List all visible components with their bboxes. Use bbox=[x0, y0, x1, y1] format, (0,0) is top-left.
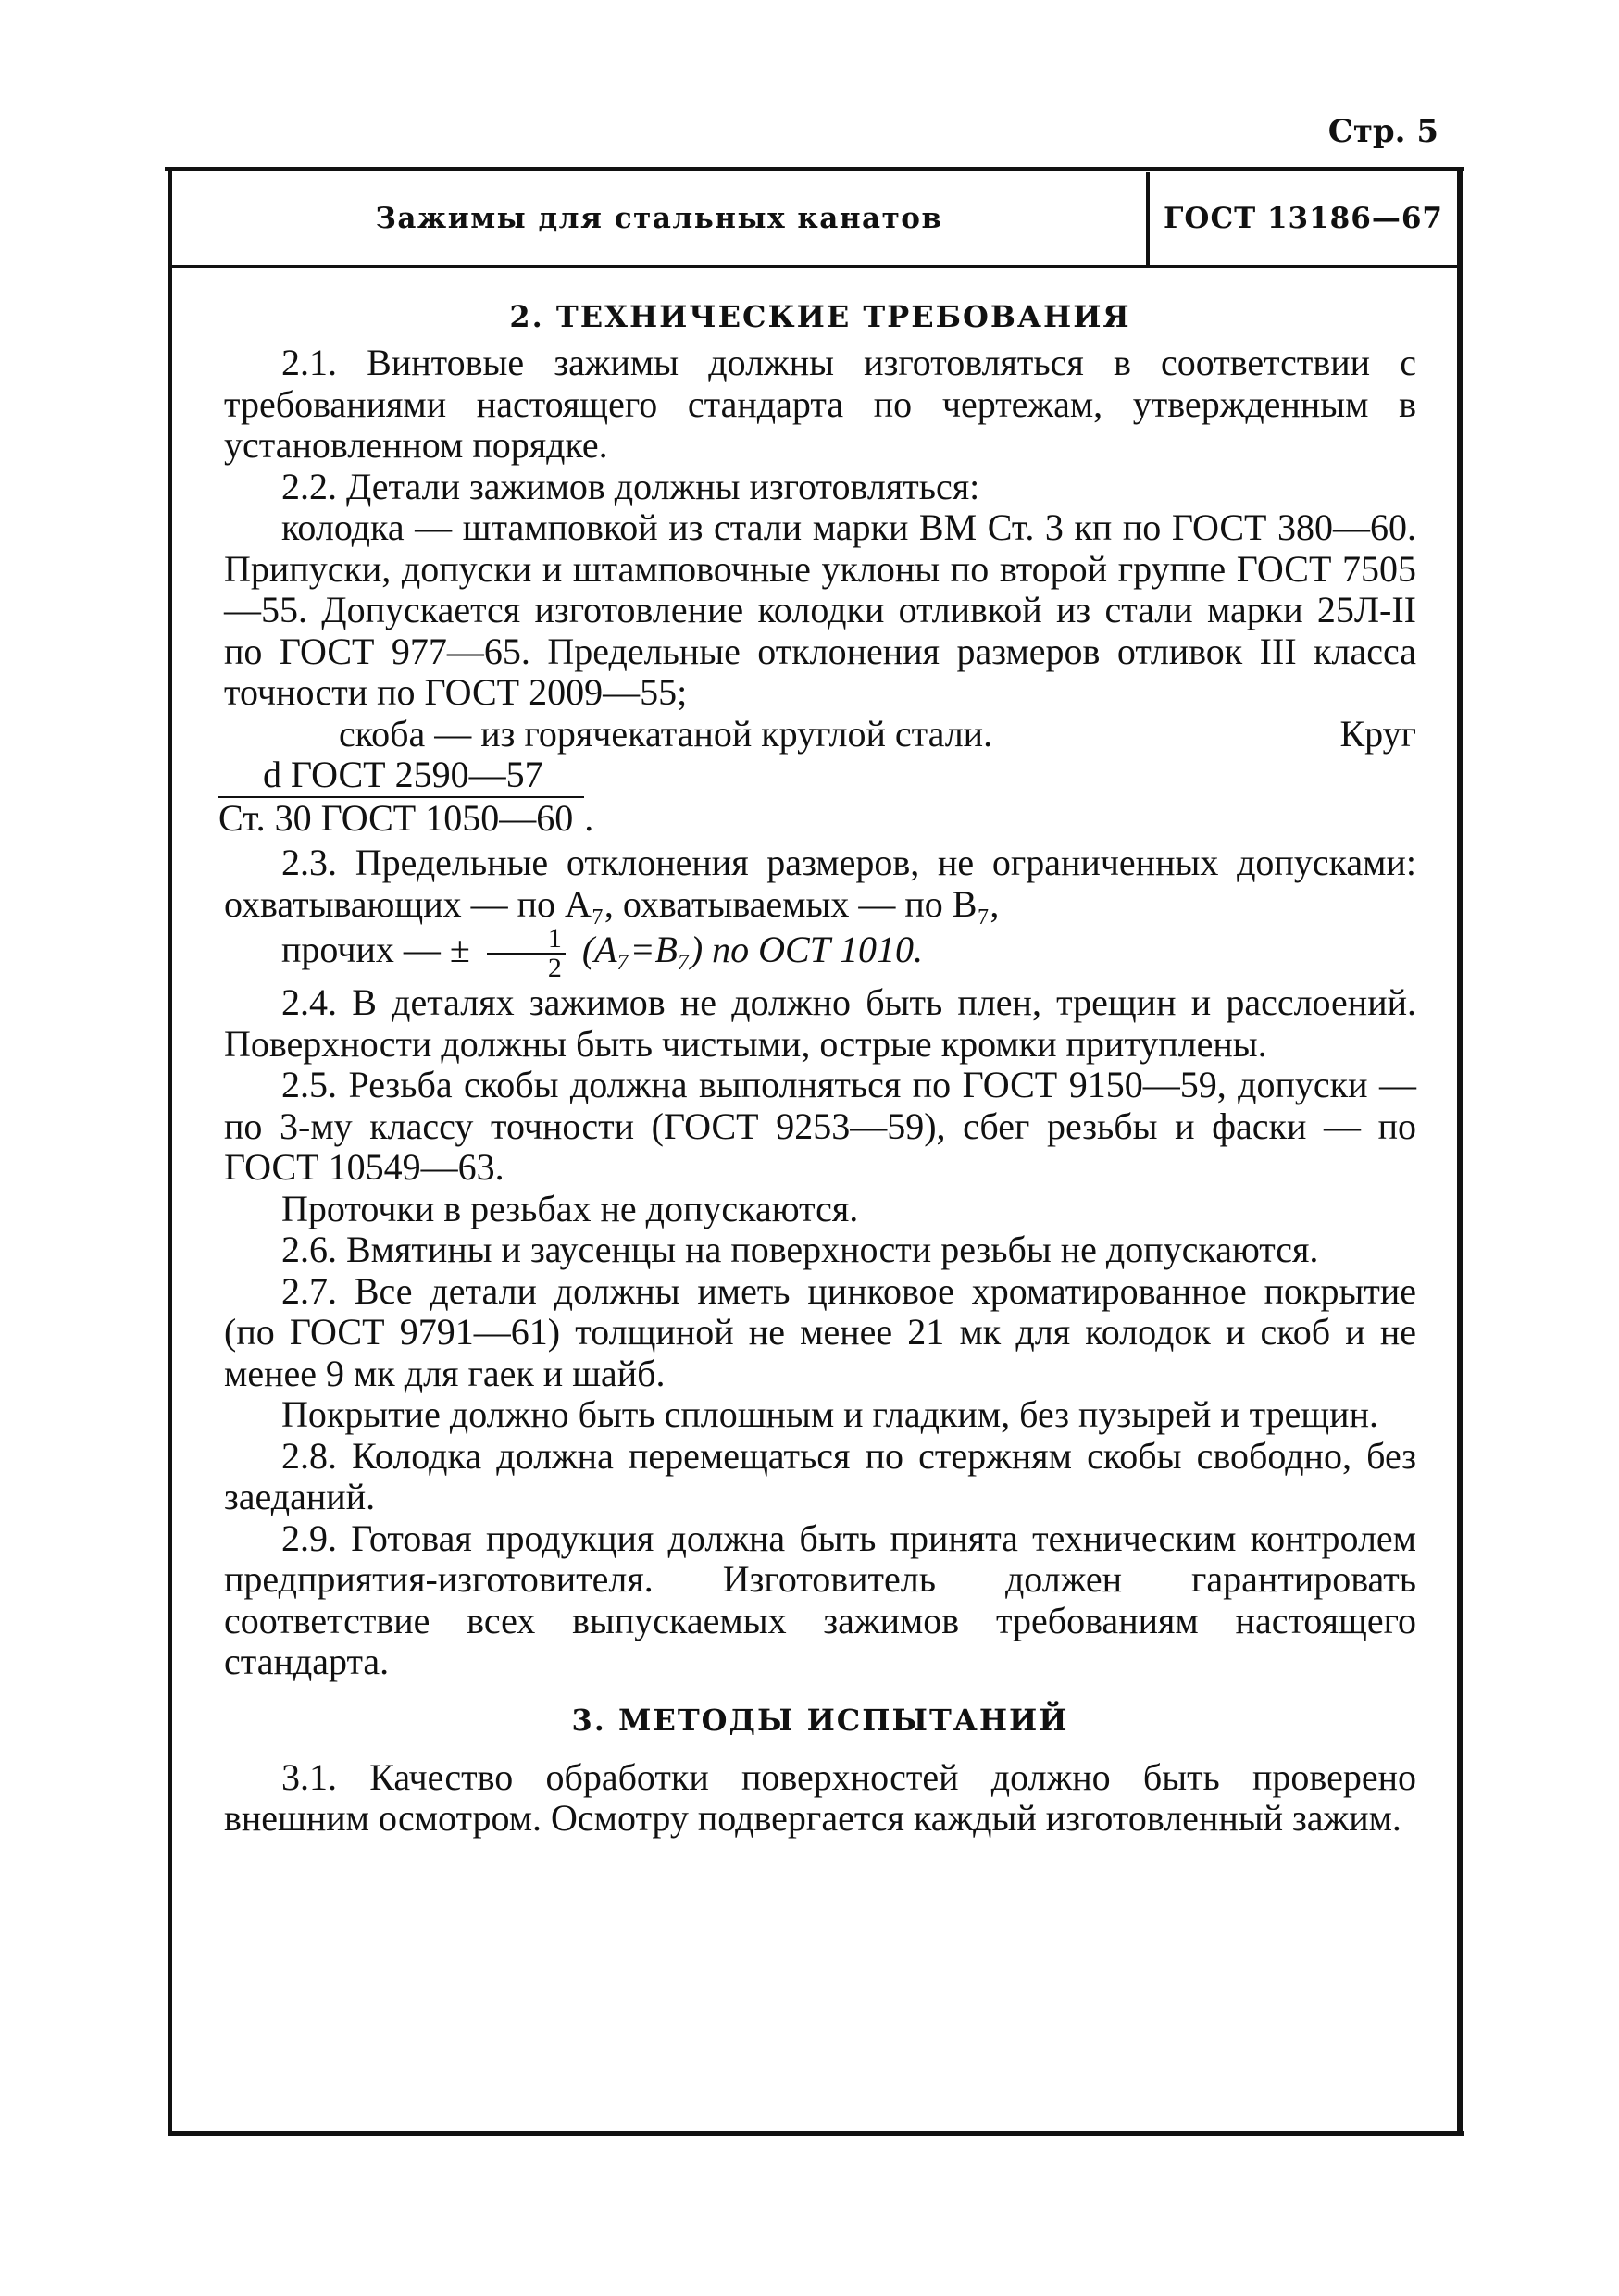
fraction-denominator-row bbox=[218, 798, 1416, 840]
paragraph-2-3: 2.3. Предельные отклонения размеров, не ограниченных допусками: охватывающих — по A₇, охватываемых — по B₇, bbox=[224, 842, 1416, 925]
fraction-dot: . bbox=[584, 796, 594, 839]
formula-prefix: прочих — ± bbox=[281, 929, 470, 971]
standard-code: ГОСТ 13186—67 bbox=[1164, 202, 1443, 235]
paragraph-2-9: 2.9. Готовая продукция должна быть принята техническим контролем предприятия-изготовителя. Изготовитель должен гарантировать соответствие всех выпускаемых зажимов требованиям настоящего стандарта. bbox=[224, 1516, 1416, 1682]
steel-bracket-spec bbox=[218, 712, 1416, 840]
paragraph-2-4: 2.4. В деталях зажимов не должно быть плен, трещин и расслоений. Поверхности должны быть чистыми, острые кромки притуплены. bbox=[224, 981, 1416, 1065]
paragraph-2-6: 2.6. Вмятины и заусенцы на поверхности резьбы не допускаются. bbox=[281, 1229, 1319, 1270]
paragraph-2-1: 2.1. Винтовые зажимы должны изготовляться в соответствии с требованиями настоящего стандарта по чертежам, утвержденным в установленном порядке. bbox=[224, 342, 1416, 466]
paragraph-2-7: 2.7. Все детали должны иметь цинковое хроматированное покрытие (по ГОСТ 9791—61) толщиной не менее 21 мк для колодок и скоб и не менее 9 мк для гаек и шайб. bbox=[224, 1269, 1416, 1394]
bracket-text: скоба — из горячекатаной круглой стали. bbox=[339, 712, 993, 755]
section-heading-technical-requirements: 2. ТЕХНИЧЕСКИЕ ТРЕБОВАНИЯ bbox=[509, 299, 1131, 334]
paragraph-2-8: 2.8. Колодка должна перемещаться по стержням скобы свободно, без заеданий. bbox=[224, 1434, 1416, 1517]
paragraph-2-5-note: Проточки в резьбах не допускаются. bbox=[281, 1187, 859, 1229]
half-numerator: 1 bbox=[487, 925, 566, 955]
section-heading-test-methods: 3. МЕТОДЫ ИСПЫТАНИЙ bbox=[571, 1702, 1069, 1738]
half-fraction bbox=[487, 925, 566, 982]
frame-bottom-rule bbox=[168, 2131, 1464, 2136]
fraction-denominator: Ст. 30 ГОСТ 1050—60 bbox=[218, 796, 574, 839]
document-body bbox=[218, 296, 1416, 1840]
header-bottom-rule bbox=[172, 265, 1461, 268]
paragraph-2-2-block: колодка — штамповкой из стали марки ВМ Ст. 3 кп по ГОСТ 380—60. Припуски, допуски и штамповочные уклоны по второй группе ГОСТ 7505—55. Допускается изготовление колодки отливкой из стали марки 25Л-II по ГОСТ 977—65. Предельные отклонения размеров отливок III класса точности по ГОСТ 2009—55; bbox=[224, 506, 1416, 713]
page-number: Стр. 5 bbox=[1327, 113, 1438, 150]
formula-suffix: (A₇=B₇) по ОСТ 1010. bbox=[581, 929, 923, 971]
paragraph-2-2: 2.2. Детали зажимов должны изготовляться: bbox=[281, 465, 980, 507]
tolerance-formula bbox=[224, 925, 1416, 982]
half-denominator: 2 bbox=[547, 953, 562, 983]
paragraph-2-5: 2.5. Резьба скобы должна выполняться по ГОСТ 9150—59, допуски — по 3-му классу точности (ГОСТ 9253—59), сбег резьбы и фаски — по ГОСТ 10549—63. bbox=[224, 1064, 1416, 1188]
frame-top-rule bbox=[165, 167, 1464, 171]
material-fraction bbox=[224, 755, 1416, 798]
bracket-circle-word: Круг bbox=[1339, 712, 1416, 755]
fraction-numerator: d ГОСТ 2590—57 bbox=[218, 755, 584, 798]
document-title: Зажимы для стальных канатов bbox=[375, 202, 943, 235]
frame-left-border bbox=[168, 167, 172, 2131]
paragraph-3-1: 3.1. Качество обработки поверхностей должно быть проверено внешним осмотром. Осмотру подвергается каждый изготовленный зажим. bbox=[224, 1755, 1416, 1839]
frame-right-border bbox=[1457, 167, 1463, 2131]
paragraph-2-2-bracket bbox=[224, 714, 1416, 755]
paragraph-2-7-note: Покрытие должно быть сплошным и гладким, без пузырей и трещин. bbox=[281, 1393, 1378, 1435]
